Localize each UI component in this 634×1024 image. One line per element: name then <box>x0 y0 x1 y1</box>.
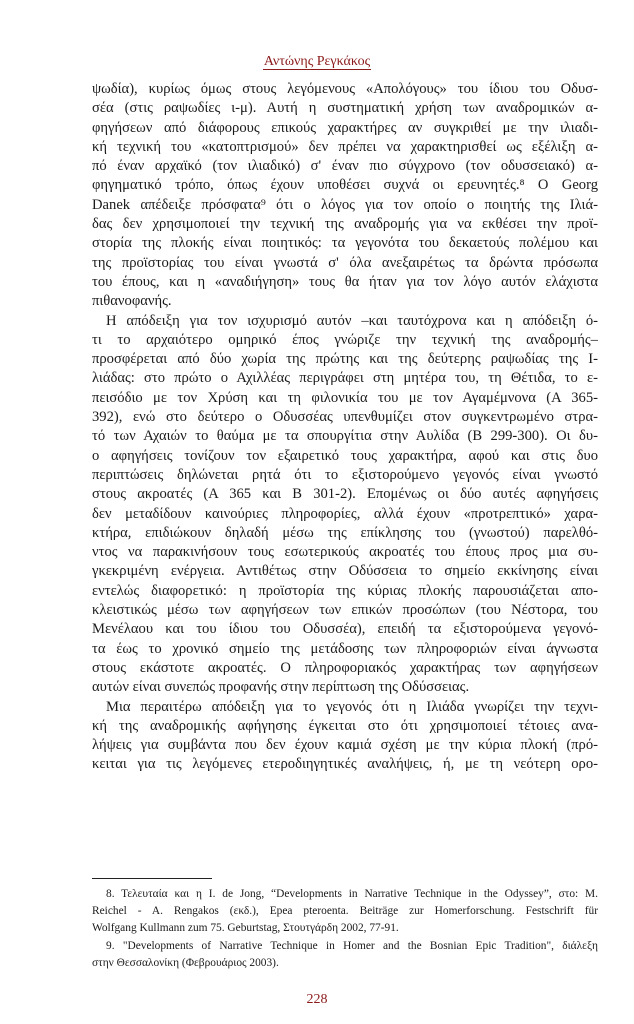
footnote-divider <box>92 878 212 879</box>
text-line: ντος να παρακινήσουν τους εσωτερικούς ακροατές του έπους προς μια συ- <box>92 544 598 561</box>
header-author: Αντώνης Ρεγκάκος <box>263 54 371 69</box>
text-line: του έπους, και η «αναδιήγηση» τους θα ήταν για τον λόγο αυτόν ελάχιστα <box>92 273 598 290</box>
text-line: κλειστικώς μέσω των αφηγήσεων των επικών προσώπων (του Νέστορα, του <box>92 602 598 619</box>
text-line: κή τεχνική του «κατοπτρισμού» δεν πρέπει να χαρακτηρισθεί ως εξέλιξη α- <box>92 138 598 155</box>
text-line: εντελώς διαφορετικό: η προϊστορία της κύριας πλοκής παρουσιάζεται απο- <box>92 582 598 599</box>
text-line: τι το αρχαιότερο ομηρικό έπος γνώριζε την τεχνική της αναδρομής– <box>92 331 598 348</box>
text-line: Μενέλαου και του ίδιου του Οδυσσέα), επειδή τα εξιστορούμενα γεγονό- <box>92 621 598 638</box>
text-line: κτήρα, επιδιώκουν δηλαδή μέσω της επίκλησης του (γνωστού) παρελθό- <box>92 524 598 541</box>
text-line: προσφέρεται από δύο χωρία της πρώτης και της δεύτερης ραψωδίας της Ι- <box>92 351 598 368</box>
text-line: τό των Αχαιών το θαύμα με τα σπουργίτια στην Αυλίδα (Β 299-300). Οι δυ- <box>92 428 598 445</box>
footnote-line: 8. Τελευταία και η I. de Jong, “Developments in Narrative Technique in the Odyssey”, στο: M. <box>106 888 598 900</box>
text-line: λιάδας: στο πρώτο ο Αχιλλέας περιγράφει στη μητέρα του, τη Θέτιδα, το ε- <box>92 370 598 387</box>
text-line: Danek απέδειξε πρόσφατα⁹ ότι ο λόγος για τον οποίο ο ποιητής της Ιλιά- <box>92 196 598 213</box>
text-line: 392), ενώ στο δεύτερο ο Οδυσσέας υπενθυμίζει στον συγκεντρωμένο στρα- <box>92 409 598 426</box>
text-line: γκεκριμένη ενέργεια. Αντιθέτως στην Οδύσσεια το σημείο εκκίνησης είναι <box>92 563 598 580</box>
text-line: αυτών είναι συνεπώς προφανής στην περίπτωση της Οδύσσειας. <box>92 679 470 696</box>
text-line: στους ακροατές (Α 365 και Β 301-2). Επομένως οι δύο αυτές αφηγήσεις <box>92 486 598 503</box>
text-line: στους εκάστοτε ακροατές. Ο πληροφοριακός χαρακτήρας των αφηγήσεων <box>92 659 598 676</box>
text-line: τα έως το χρονικό σημείο της μετάδοσης των πληροφοριών είναι άγνωστα <box>92 640 598 657</box>
text-line: πιθανοφανής. <box>92 293 172 310</box>
footnote-line: Wolfgang Kullmann zum 75. Geburtstag, Στουτγάρδη 2002, 77-91. <box>92 922 399 935</box>
text-line: κειται για τις λεγόμενες ετεροδιηγητικές αναλήψεις, ή, με τη νεότερη ορο- <box>92 756 598 773</box>
text-line: φηγηματικό τρόπο, όπως έχουν υποθέσει συχνά οι ερευνητές.⁸ Ο Georg <box>92 177 598 194</box>
footnote-line: 9. "Developments of Narrative Technique in Homer and the Bosnian Epic Tradition", διάλεξη <box>106 939 598 952</box>
text-line: ψωδία), κυρίως όμως στους λεγόμενους «Απολόγους» του ίδιου του Οδυσ- <box>92 81 598 97</box>
text-line: Μια περαιτέρω απόδειξη για το γεγονός ότι η Ιλιάδα γνωρίζει την τεχνι- <box>106 698 598 715</box>
footnote-line: στην Θεσσαλονίκη (Φεβρουάριος 2003). <box>92 956 279 969</box>
footnotes <box>92 886 598 972</box>
text-line: στορία της πλοκής είναι ποιητικός: τα γεγονότα του δεκαετούς πολέμου και <box>92 235 598 252</box>
text-line: της προϊστορίας του είναι γνωστά σ' όλα ανεξαιρέτως τα δρώντα πρόσωπα <box>92 254 598 271</box>
footnote-line: Reichel - A. Rengakos (εκδ.), Epea pteroenta. Beiträge zur Homerforschung. Festschrift für <box>92 905 598 918</box>
text-line: Η απόδειξη για τον ισχυρισμό αυτόν –και ταυτόχρονα και η απόδειξη ό- <box>106 312 598 329</box>
text-line: ο αφηγήσεις τονίζουν τον εξαιρετικό τους χαρακτήρα, αφού και στις δυο <box>92 447 598 464</box>
text-line: κή της αναδρομικής αφήγησης έγκειται στο ότι χρησιμοποιεί τέτοιες ανα- <box>92 717 598 734</box>
text-line: φηγήσεων από διάφορους επικούς χαρακτήρες αν συγκριθεί με την ιλιαδι- <box>92 119 598 136</box>
text-line: δας δεν χρησιμοποιεί την τεχνική της αναδρομής για να εκθέσει την προϊ- <box>92 216 598 233</box>
text-line: δεν μεταδίδουν καινούριες πληροφορίες, αλλά έχουν «προτρεπτικό» χαρα- <box>92 505 598 522</box>
text-line: πεισόδιο με τον Χρύση και τη φιλονικία του με τον Αγαμέμνονα (Α 365- <box>92 389 598 406</box>
text-line: περιπτώσεις δηλώνεται ρητά ότι το εξιστορούμενο γεγονός είναι γνωστό <box>92 466 598 483</box>
page-number: 228 <box>306 992 328 1007</box>
text-line: σέα (στις ραψωδίες ι-μ). Αυτή η συστηματική χρήση των αναδρομικών α- <box>92 100 598 117</box>
text-line: πό έναν αρχαϊκό (τον ιλιαδικό) σ' έναν πιο σύγχρονο (τον οδυσσειακό) α- <box>92 158 598 175</box>
text-line: λήψεις για συμβάντα που δεν έχουν καμιά σχέση με την κύρια πλοκή (πρό- <box>92 737 598 754</box>
running-header <box>0 50 634 70</box>
main-text <box>92 80 598 775</box>
